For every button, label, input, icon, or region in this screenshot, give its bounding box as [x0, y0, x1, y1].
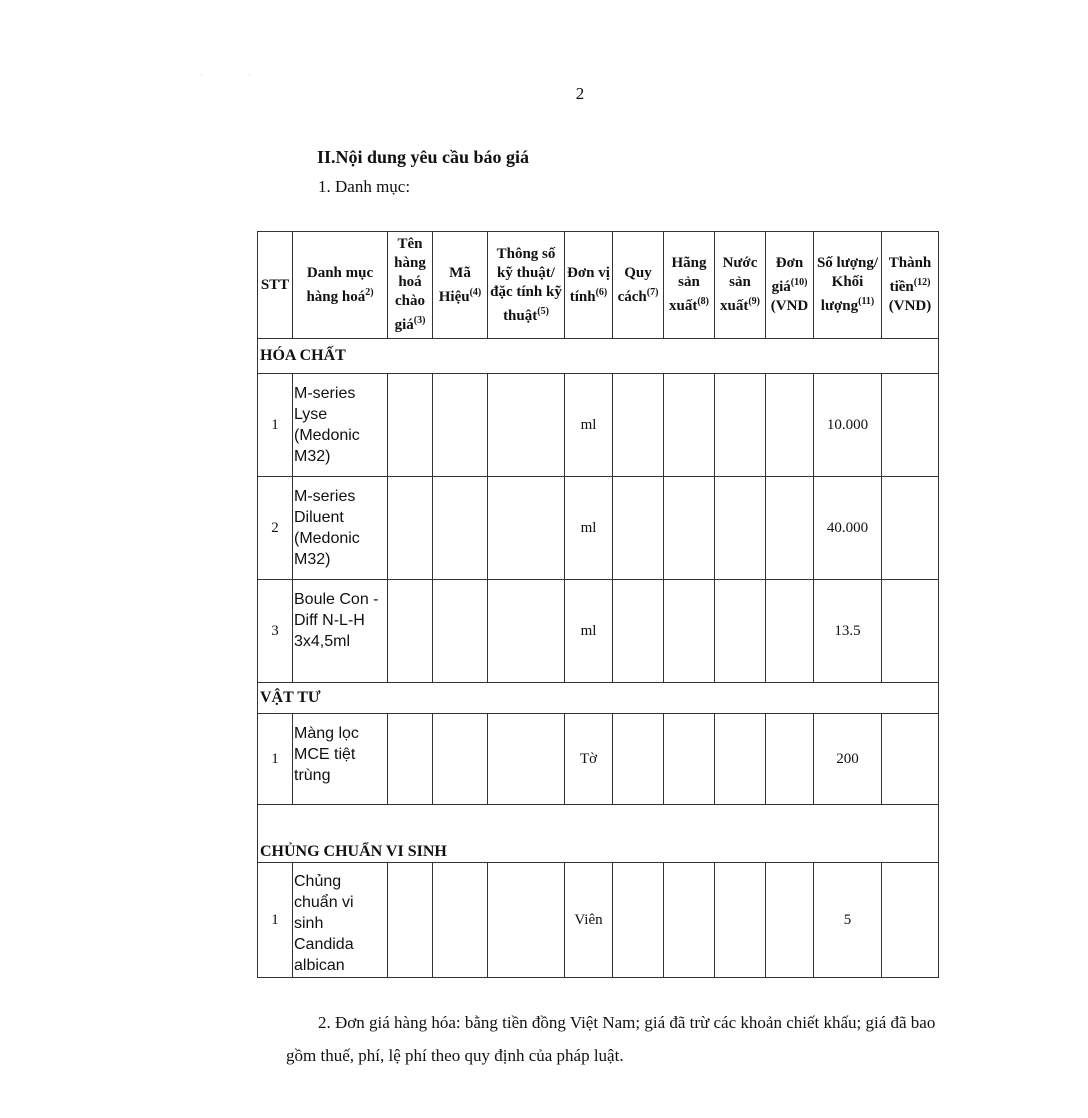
empty-cell [664, 863, 715, 978]
header-country: Nước sản xuất$^{(9)}$ [715, 232, 766, 339]
subsection-title: 1. Danh mục: [318, 177, 411, 196]
group-title: HÓA CHẤT [258, 339, 939, 374]
empty-cell [433, 580, 488, 683]
table-row [258, 580, 939, 683]
empty-cell [488, 863, 565, 978]
empty-cell [433, 863, 488, 978]
empty-cell [388, 580, 433, 683]
group-row [258, 805, 939, 863]
footer-text: 2. Đơn giá hàng hóa: bằng tiền đồng Việt Nam; giá đã trừ các khoản chiết khấu; giá đã bao gồm thuế, phí, lệ phí theo quy định của pháp luật. [286, 1013, 936, 1065]
table-row [258, 477, 939, 580]
empty-cell [388, 714, 433, 805]
quantity-cell: 5 [814, 863, 882, 978]
unit-cell: Viên [565, 863, 613, 978]
empty-cell [388, 374, 433, 477]
header-total: Thành tiền$^{(12)}$ (VND) [882, 232, 939, 339]
empty-cell [488, 580, 565, 683]
empty-cell [488, 714, 565, 805]
unit-cell: Tờ [565, 714, 613, 805]
header-packing: Quy cách$^{(7)}$ [613, 232, 664, 339]
group-title: VẬT TƯ [258, 683, 939, 714]
quantity-cell: 40.000 [814, 477, 882, 580]
empty-cell [766, 863, 814, 978]
empty-cell [715, 863, 766, 978]
empty-cell [613, 374, 664, 477]
table-row [258, 714, 939, 805]
group-row [258, 683, 939, 714]
empty-cell [766, 714, 814, 805]
stt-cell: 1 [258, 714, 293, 805]
section-title: II.Nội dung yêu cầu báo giá [317, 147, 530, 167]
table-row [258, 863, 939, 978]
empty-cell [613, 863, 664, 978]
page-number: 2 [575, 84, 585, 103]
empty-cell [388, 477, 433, 580]
empty-cell [715, 580, 766, 683]
stt-cell: 3 [258, 580, 293, 683]
item-name-cell: M-series Lyse (Medonic M32) [293, 374, 388, 477]
header-stt: STT [258, 232, 293, 339]
empty-cell [664, 580, 715, 683]
empty-cell [766, 374, 814, 477]
empty-cell [613, 477, 664, 580]
header-specs: Thông số kỹ thuật/đặc tính kỹ thuật$^{(5)}$ [488, 232, 565, 339]
empty-cell [882, 863, 939, 978]
unit-cell: ml [565, 477, 613, 580]
footer-paragraph [286, 1006, 946, 1072]
header-category: Danh mục hàng hoá$^{2)}$ [293, 232, 388, 339]
empty-cell [664, 714, 715, 805]
item-name-cell: Màng lọc MCE tiệt trùng [293, 714, 388, 805]
unit-cell: ml [565, 580, 613, 683]
scan-specks: · · [200, 70, 251, 80]
group-title: CHỦNG CHUẨN VI SINH [258, 805, 939, 863]
empty-cell [488, 374, 565, 477]
empty-cell [388, 863, 433, 978]
group-row [258, 339, 939, 374]
stt-cell: 1 [258, 374, 293, 477]
header-code: Mã Hiệu$^{(4)}$ [433, 232, 488, 339]
quantity-cell: 200 [814, 714, 882, 805]
empty-cell [882, 580, 939, 683]
stt-cell: 2 [258, 477, 293, 580]
empty-cell [766, 580, 814, 683]
quantity-cell: 13.5 [814, 580, 882, 683]
header-manufacturer: Hãng sản xuất$^{(8)}$ [664, 232, 715, 339]
quantity-cell: 10.000 [814, 374, 882, 477]
header-unit-price: Đơn giá$^{(10)}$ (VND [766, 232, 814, 339]
empty-cell [433, 374, 488, 477]
empty-cell [613, 580, 664, 683]
empty-cell [882, 477, 939, 580]
empty-cell [488, 477, 565, 580]
empty-cell [882, 714, 939, 805]
item-name-cell: M-series Diluent (Medonic M32) [293, 477, 388, 580]
empty-cell [613, 714, 664, 805]
empty-cell [433, 714, 488, 805]
empty-cell [664, 477, 715, 580]
unit-cell: ml [565, 374, 613, 477]
empty-cell [715, 374, 766, 477]
empty-cell [715, 714, 766, 805]
item-name-cell: Boule Con -Diff N-L-H 3x4,5ml [293, 580, 388, 683]
empty-cell [882, 374, 939, 477]
table-header-row [258, 232, 939, 339]
empty-cell [664, 374, 715, 477]
header-offered-name: Tên hàng hoá chào giá$^{(3)}$ [388, 232, 433, 339]
table-row [258, 374, 939, 477]
empty-cell [433, 477, 488, 580]
header-unit: Đơn vị tính$^{(6)}$ [565, 232, 613, 339]
goods-table [257, 231, 939, 978]
stt-cell: 1 [258, 863, 293, 978]
empty-cell [715, 477, 766, 580]
header-quantity: Số lượng/ Khối lượng$^{(11)}$ [814, 232, 882, 339]
item-name-cell: Chủng chuẩn vi sinh Candida albican [293, 863, 388, 978]
empty-cell [766, 477, 814, 580]
